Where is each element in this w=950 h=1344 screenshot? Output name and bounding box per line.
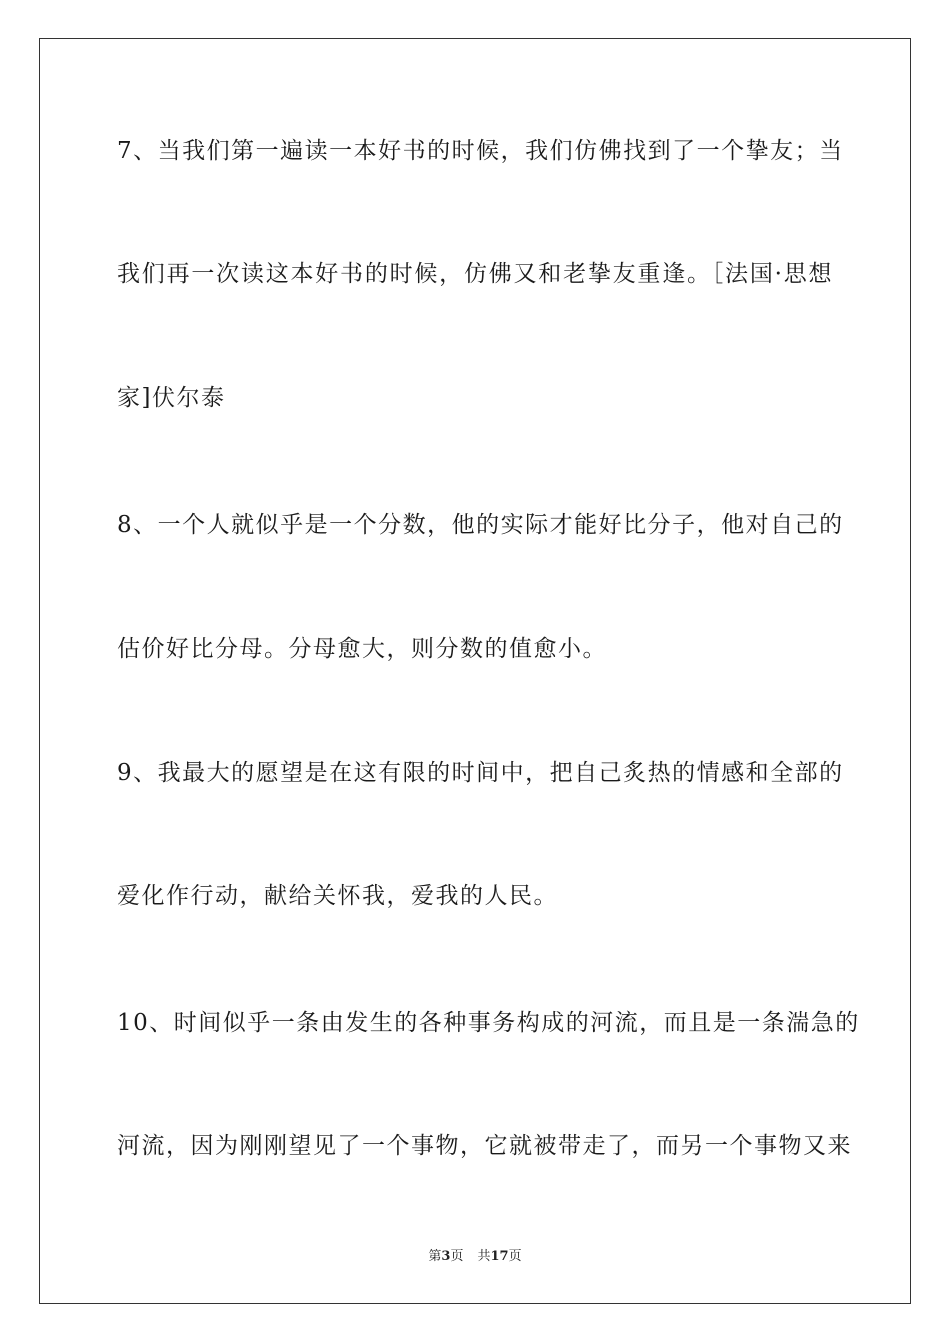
paragraph-9-line-1: 9、我最大的愿望是在这有限的时间中，把自己炙热的情感和全部的 [117, 760, 844, 786]
paragraph-8-line-1: 8、一个人就似乎是一个分数，他的实际才能好比分子，他对自己的 [117, 512, 844, 538]
page-number: 3 [441, 1249, 451, 1264]
page-frame [39, 38, 911, 1304]
page-footer [0, 1248, 950, 1266]
paragraph-7-line-3: 家]伏尔泰 [117, 385, 226, 411]
paragraph-10-line-2: 河流，因为刚刚望见了一个事物，它就被带走了，而另一个事物又来 [117, 1133, 852, 1159]
total-suffix: 页 [508, 1249, 522, 1264]
paragraph-10-line-1: 10、时间似乎一条由发生的各种事务构成的河流，而且是一条湍急的 [117, 1010, 860, 1036]
paragraph-9-line-2: 爱化作行动，献给关怀我，爱我的人民。 [117, 883, 558, 909]
total-prefix: 共 [477, 1249, 491, 1264]
paragraph-7-line-1: 7、当我们第一遍读一本好书的时候，我们仿佛找到了一个挚友；当 [117, 138, 844, 164]
page-prefix: 第 [428, 1249, 442, 1264]
paragraph-7-line-2: 我们再一次读这本好书的时候，仿佛又和老挚友重逢。［法国·思想 [117, 261, 833, 287]
paragraph-8-line-2: 估价好比分母。分母愈大，则分数的值愈小。 [117, 636, 607, 662]
total-pages: 17 [490, 1249, 509, 1264]
page-suffix: 页 [450, 1249, 464, 1264]
